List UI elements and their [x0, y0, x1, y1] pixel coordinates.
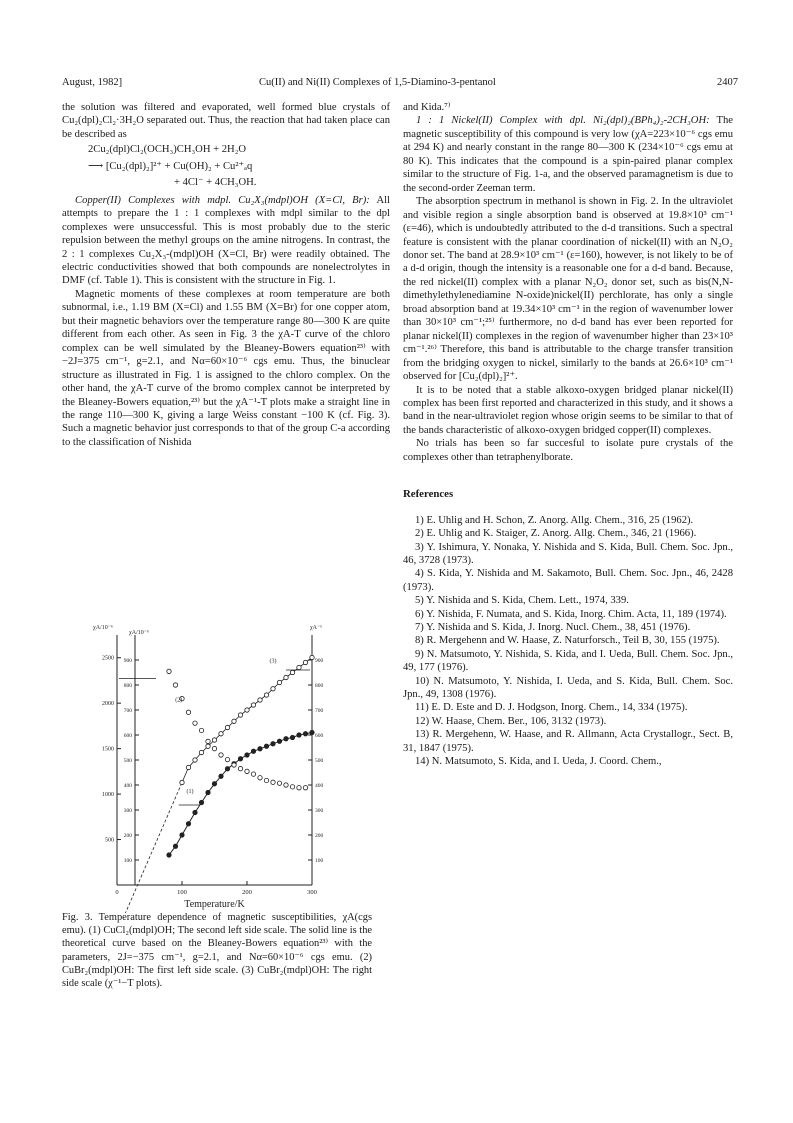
data-point	[173, 683, 177, 687]
data-point	[219, 774, 223, 778]
reference-item: 2) E. Uhlig and K. Staiger, Z. Anorg. Allg. Chem., 346, 21 (1966).	[415, 528, 697, 540]
data-point	[264, 693, 268, 697]
data-point	[193, 758, 197, 762]
annotation-label: (2)	[175, 697, 183, 704]
data-point	[303, 660, 307, 664]
data-point	[186, 822, 190, 826]
data-point	[277, 781, 281, 785]
data-point	[206, 744, 210, 748]
figure-caption: Fig. 3. Temperature dependence of magnetic susceptibilities, χA(cgs emu). (1) CuCl₂(mdpl)OH; The second left side scale. The solid line is the theoretical curve based on the Bleaney-Bowers equation²³⁾ with the parameters, 2J=−375 cm⁻¹, g=2.1, and Nα=60×10⁻⁶ cgs emu. (2) CuBr₂(mdpl)OH: The first left side scale. (3) CuBr₂(mdpl)OH: The right side scale (χ⁻¹−T plots).	[62, 912, 372, 990]
data-point	[284, 675, 288, 679]
linear-fit-line	[182, 658, 312, 783]
y-axis-label-inner: χA/10⁻⁶	[129, 630, 149, 636]
data-point	[245, 753, 249, 757]
y-tick-label-right: 900	[315, 658, 324, 664]
data-point	[232, 763, 236, 767]
data-point	[290, 735, 294, 739]
paragraph: the solution was filtered and evaporated, well formed blue crystals of Cu₂(dpl)₂Cl₂·3H₂O separated out. Thus, the reaction that had taken place can be described as	[62, 102, 390, 140]
data-point	[238, 757, 242, 761]
data-point	[219, 732, 223, 736]
y-tick-label-inner: 600	[123, 733, 132, 739]
reference-item: 9) N. Matsumoto, Y. Nishida, S. Kida, and I. Ueda, Bull. Chem. Soc. Jpn., 49, 177 (1976).	[403, 648, 733, 674]
data-point	[271, 780, 275, 784]
x-tick-label: 100	[177, 889, 187, 896]
data-point	[167, 669, 171, 673]
y-tick-label-inner: 500	[123, 758, 132, 764]
paragraph-text: All attempts to prepare the 1 : 1 complexes with mdpl similar to the dpl complexes were unsuccessful. This is most probably due to the steric repulsion between the methyl groups on the amine nitrogens. In contrast, the 2 : 1 complexes Cu₂X₃-(mdpl)OH (X=Cl, Br) were readily obtained. The electric conductivities showed that both compounds are nonelectrolytes in DMF (cf. Table 1). This is consistent with the structure in Fig. 1.	[62, 194, 390, 287]
data-point	[284, 737, 288, 741]
data-point	[245, 769, 249, 773]
y-tick-label-outer: 1500	[102, 746, 114, 753]
right-column	[403, 101, 733, 768]
data-point	[199, 800, 203, 804]
data-point	[193, 810, 197, 814]
reference-item: 3) Y. Ishimura, Y. Nonaka, Y. Nishida and S. Kida, Bull. Chem. Soc. Jpn., 46, 3728 (1973).	[403, 541, 733, 566]
data-point	[225, 767, 229, 771]
reference-item: 1) E. Uhlig and H. Schon, Z. Anorg. Allg. Chem., 316, 25 (1962).	[415, 514, 694, 526]
page-header	[62, 77, 738, 91]
y-tick-label-right: 400	[315, 783, 324, 789]
y-tick-label-outer: 1000	[102, 792, 114, 799]
y-tick-label-inner: 700	[123, 708, 132, 714]
y-tick-label-inner: 300	[123, 808, 132, 814]
paragraph: and Kida.⁷⁾	[403, 102, 451, 113]
y-tick-label-inner: 100	[123, 858, 132, 864]
data-point	[290, 785, 294, 789]
data-point	[225, 757, 229, 761]
data-point	[297, 665, 301, 669]
paragraph	[403, 114, 733, 195]
data-point	[290, 670, 294, 674]
data-point	[167, 853, 171, 857]
y-tick-label-outer: 500	[105, 837, 114, 844]
left-column	[62, 101, 390, 449]
data-point	[225, 725, 229, 729]
section-heading: Copper(II) Complexes with mdpl. Cu₂X₃(mdpl)OH (X=Cl, Br):	[75, 194, 370, 206]
data-point	[271, 687, 275, 691]
data-point	[258, 698, 262, 702]
data-point	[258, 747, 262, 751]
reference-item: 14) N. Matsumoto, S. Kida, and I. Ueda, J. Coord. Chem.,	[415, 756, 662, 767]
x-tick-label: 0	[115, 889, 119, 896]
data-point	[310, 730, 314, 734]
data-point	[245, 708, 249, 712]
y-tick-label-outer: 2500	[102, 655, 114, 662]
x-axis-label: Temperature/K	[184, 899, 245, 910]
equation-line: 2Cu₂(dpl)Cl₂(OCH₃)CH₃OH + 2H₂O	[88, 144, 247, 156]
reference-item: 10) N. Matsumoto, Y. Nishida, I. Ueda, and S. Kida, Bull. Chem. Soc. Jpn., 49, 1308 (1976).	[403, 675, 733, 700]
y-tick-label-inner: 800	[123, 683, 132, 689]
references-heading: References	[403, 488, 454, 501]
data-point	[264, 744, 268, 748]
data-point	[251, 772, 255, 776]
data-point	[232, 719, 236, 723]
reference-item: 7) Y. Nishida and S. Kida, J. Inorg. Nucl. Chem., 38, 451 (1976).	[415, 621, 691, 633]
data-point	[251, 749, 255, 753]
header-title: Cu(II) and Ni(II) Complexes of 1,5-Diamino-3-pentanol	[259, 77, 496, 88]
reference-item: 4) S. Kida, Y. Nishida and M. Sakamoto, Bull. Chem. Soc. Jpn., 46, 2428 (1973).	[403, 568, 733, 593]
data-point	[219, 753, 223, 757]
y-axis-label-outer: χA/10⁻⁶	[93, 625, 113, 631]
reference-item: 5) Y. Nishida and S. Kida, Chem. Lett., 1974, 339.	[415, 595, 629, 607]
annotation-label: (1)	[186, 789, 194, 795]
y-tick-label-right: 300	[315, 808, 324, 814]
data-point	[186, 710, 190, 714]
y-tick-label-right: 600	[315, 733, 324, 739]
data-point	[238, 713, 242, 717]
paragraph: The absorption spectrum in methanol is shown in Fig. 2. In the ultraviolet and visible region a single absorption band is observed at 19.8×10³ cm⁻¹ (ε=46), which is undoubtedly attributed to the d-d transitions. Such a spectral feature is consistent with the planar coordination of nickel(II) with an N₂O₂ donor set. The band at 28.9×10³ cm⁻¹ (ε=160), however, is not likely to be of a d-d origin, though the intensity is a reasonable one for a d-d band. Because, the red nickel(II) complex with a planar N₂O₂ donor set, such as bis(N,N-dimethylethylenediamine N-oxide)nickel(II) perchlorate, has only a single broad absorption band at 19.34×10³ cm⁻¹ in the region of wavenumber lower than 30×10³ cm⁻¹;²⁵⁾ furthermore, no d-d band has ever been reported for planar nickel(II) complexes in the region of wavenumber higher than 23×10³ cm⁻¹.²⁶⁾ Therefore, this band is attributable to the charge transfer transition from the bridging oxygen to nickel, similarly to the bands at 26.6×10³ cm⁻¹ observed for [Cu₂(dpl)₂]²⁺.	[403, 196, 733, 383]
paragraph-text: The magnetic susceptibility of this compound is very low (χA=223×10⁻⁶ cgs emu at 294 K) and nearly constant in the range 80—300 K (234×10⁻⁶ cgs emu at 80 K). This indicates that the compound is a spin-paired planar complex similar to the structure of Fig. 1-a, and the observed paramagnetism is due to the second-order Zeeman term.	[403, 115, 733, 194]
data-point	[297, 786, 301, 790]
paragraph: No trials has been so far succesful to isolate pure crystals of the complexes other than tetraphenylborate.	[403, 438, 733, 463]
equation-line: + 4Cl⁻ + 4CH₃OH.	[174, 177, 257, 189]
annotation-label: (3)	[269, 658, 277, 665]
y-tick-label-right: 200	[315, 833, 324, 839]
data-point	[186, 765, 190, 769]
data-point	[212, 746, 216, 750]
data-point	[277, 680, 281, 684]
references-list	[403, 514, 733, 769]
y-tick-label-inner: 200	[123, 833, 132, 839]
y-tick-label-inner: 400	[123, 783, 132, 789]
data-point	[206, 739, 210, 743]
x-tick-label: 200	[242, 889, 252, 896]
figure-3	[70, 613, 330, 913]
data-point	[173, 844, 177, 848]
data-point	[271, 742, 275, 746]
data-point	[264, 778, 268, 782]
data-point	[303, 786, 307, 790]
y-tick-label-right: 100	[315, 858, 324, 864]
data-point	[251, 703, 255, 707]
reference-item: 8) R. Mergehenn and W. Haase, Z. Naturforsch., Teil B, 30, 155 (1975).	[415, 635, 720, 647]
x-tick-label: 300	[307, 889, 317, 896]
reference-item: 13) R. Mergehenn, W. Haase, and R. Allmann, Acta Crystallogr., Sect. B, 31, 1847 (1975).	[403, 729, 733, 754]
data-point	[212, 738, 216, 742]
data-point	[303, 732, 307, 736]
data-point	[284, 783, 288, 787]
y-tick-label-right: 500	[315, 758, 324, 764]
data-point	[199, 728, 203, 732]
data-point	[206, 790, 210, 794]
data-point	[277, 739, 281, 743]
chart-svg	[70, 613, 330, 913]
reference-item: 6) Y. Nishida, F. Numata, and S. Kida, Inorg. Chim. Acta, 11, 189 (1974).	[415, 608, 727, 620]
paragraph: It is to be noted that a stable alkoxo-oxygen bridged planar nickel(II) complex has been first reported and characterized in this study, and it shows a band in the near-ultraviolet region whose origin seems to be similar to that of the bands characteristic of alkoxo-oxygen bridged copper(II) complexes.	[403, 384, 733, 436]
data-point	[193, 721, 197, 725]
data-point	[212, 782, 216, 786]
data-point	[238, 766, 242, 770]
page-number: 2407	[717, 77, 738, 88]
y-tick-label-right: 700	[315, 708, 324, 714]
data-point	[199, 750, 203, 754]
y-tick-label-outer: 2000	[102, 701, 114, 708]
data-point	[297, 733, 301, 737]
section-heading: 1 : 1 Nickel(II) Complex with dpl. Ni₂(dpl)₂(BPh₄)₂-2CH₃OH:	[416, 115, 710, 127]
reference-item: 11) E. D. Este and D. J. Hodgson, Inorg. Chem., 14, 334 (1975).	[415, 702, 688, 714]
data-point	[310, 655, 314, 659]
weiss-extrapolation-line	[117, 783, 182, 914]
y-axis-label-right: χA⁻¹	[310, 625, 322, 631]
y-tick-label-right: 800	[315, 683, 324, 689]
data-point	[180, 780, 184, 784]
header-date: August, 1982]	[62, 77, 123, 88]
data-point	[180, 833, 184, 837]
paragraph: Magnetic moments of these complexes at room temperature are both subnormal, i.e., 1.19 BM (X=Cl) and 1.55 BM (X=Br) for one copper atom, but their magnetic behaviors over the temperature range 80—300 K are quite different from each other. As seen in Fig. 3 the χA-T curve of the chloro complex can be well simulated by the Bleaney-Bowers equation²³⁾ with −2J=375 cm⁻¹, g=2.1, and Nα=60×10⁻⁶ cgs emu. Thus, the binuclear structure as illustrated in Fig. 1 is assigned to the chloro complex. On the other hand, the χA-T curve of the bromo complex cannot be interpreted by the Bleaney-Bowers equation,²³⁾ but the χA⁻¹-T plots make a straight line in the range 110—300 K, giving a large Weiss constant −100 K (cf. Fig. 3). Such a magnetic behavior just corresponds to that of the group C-a according to the classification of Nishida	[62, 288, 390, 448]
reference-item: 12) W. Haase, Chem. Ber., 106, 3132 (1973).	[415, 715, 607, 727]
y-tick-label-inner: 900	[123, 658, 132, 664]
data-point	[258, 776, 262, 780]
equation-line: ⟶ [Cu₂(dpl)₂]²⁺ + Cu(OH)₂ + Cu²⁺ₐq	[88, 160, 253, 172]
paragraph	[62, 194, 390, 288]
